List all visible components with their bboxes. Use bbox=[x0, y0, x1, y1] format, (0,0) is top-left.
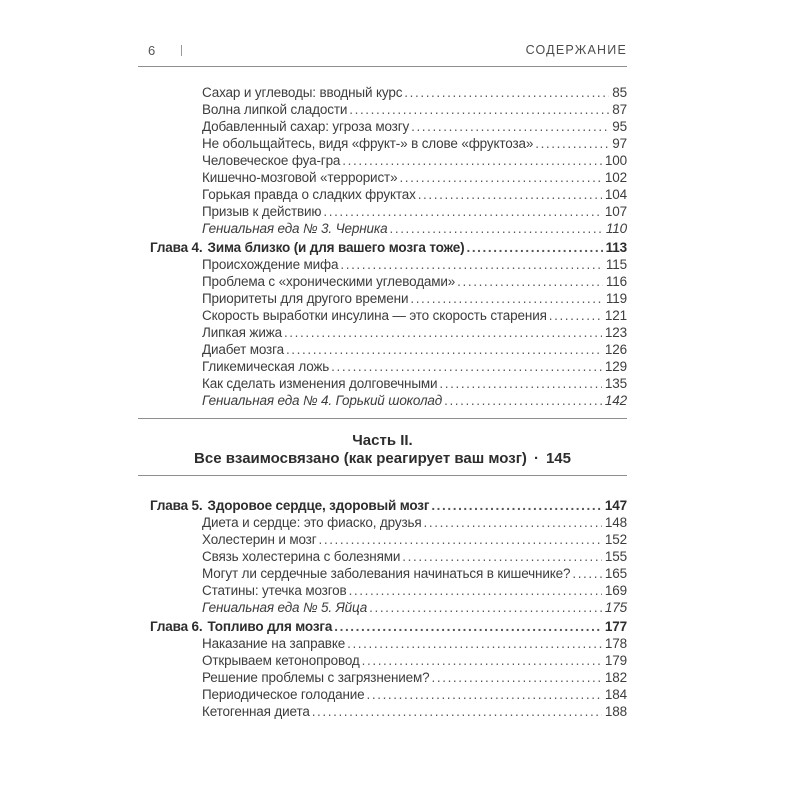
toc-entry-page-number: 110 bbox=[605, 221, 627, 236]
page-number: 6 bbox=[148, 42, 156, 58]
toc-entry bbox=[138, 324, 627, 341]
toc-entry bbox=[138, 101, 627, 118]
dot-leader bbox=[410, 290, 603, 307]
toc-entry-title: Статины: утечка мозгов bbox=[202, 583, 347, 598]
toc-entry bbox=[138, 669, 627, 686]
part-name-line bbox=[138, 450, 627, 468]
dot-leader bbox=[334, 618, 602, 635]
toc-entry bbox=[138, 392, 627, 409]
toc-entry-chapter-label: Глава 5. bbox=[150, 498, 203, 513]
toc-entry-title: Волна липкой сладости bbox=[202, 102, 348, 117]
dot-leader bbox=[444, 392, 602, 409]
toc-entry bbox=[138, 514, 627, 531]
toc-entry bbox=[138, 582, 627, 599]
dot-leader bbox=[286, 341, 602, 358]
toc-entry-title: Горькая правда о сладких фруктах bbox=[202, 187, 416, 202]
toc-entry-title: Кетогенная диета bbox=[202, 704, 310, 719]
toc-entry bbox=[138, 565, 627, 582]
toc-entry-title: Решение проблемы с загрязнением? bbox=[202, 670, 430, 685]
toc-entry bbox=[138, 635, 627, 652]
toc-entry-title: Не обольщайтесь, видя «фрукт-» в слове «фруктоза» bbox=[202, 136, 534, 151]
dot-leader bbox=[284, 324, 602, 341]
dot-leader bbox=[402, 548, 602, 565]
running-head-title: СОДЕРЖАНИЕ bbox=[525, 43, 627, 57]
toc-entry-title: Приоритеты для другого времени bbox=[202, 291, 409, 306]
toc-entry-title: Зима близко (и для вашего мозга тоже) bbox=[207, 240, 465, 255]
dot-leader bbox=[342, 152, 602, 169]
toc-entry-chapter-label: Глава 6. bbox=[150, 619, 203, 634]
toc-entry-title: Происхождение мифа bbox=[202, 257, 339, 272]
toc-entry-title: Могут ли сердечные заболевания начинаться в кишечнике? bbox=[202, 566, 571, 581]
dot-leader bbox=[424, 514, 602, 531]
toc-entry-page-number: 177 bbox=[604, 619, 627, 634]
toc-entry-title: Призыв к действию bbox=[202, 204, 322, 219]
toc-entry-page-number: 121 bbox=[604, 308, 627, 323]
dot-leader bbox=[369, 599, 602, 616]
toc-entry-page-number: 87 bbox=[612, 102, 627, 117]
dot-leader bbox=[319, 531, 602, 548]
toc-entry bbox=[138, 152, 627, 169]
dot-leader bbox=[347, 635, 602, 652]
toc-entry-title: Здоровое сердце, здоровый мозг bbox=[207, 498, 430, 513]
toc-entry-title: Гениальная еда № 3. Черника bbox=[202, 221, 388, 236]
toc-entry-page-number: 113 bbox=[605, 240, 627, 255]
dot-leader bbox=[323, 203, 602, 220]
dot-leader bbox=[572, 565, 602, 582]
dot-leader bbox=[349, 582, 602, 599]
toc-entry-title: Гениальная еда № 5. Яйца bbox=[202, 600, 368, 615]
toc-section-1 bbox=[138, 84, 627, 409]
toc-entry-page-number: 97 bbox=[612, 136, 627, 151]
toc-entry-page-number: 123 bbox=[604, 325, 627, 340]
dot-leader bbox=[466, 239, 602, 256]
toc-entry bbox=[138, 618, 627, 635]
part-title bbox=[138, 432, 627, 468]
table-of-contents bbox=[138, 84, 627, 720]
dot-leader bbox=[418, 186, 602, 203]
toc-entry-page-number: 107 bbox=[604, 204, 627, 219]
toc-entry-title: Диабет мозга bbox=[202, 342, 284, 357]
toc-entry-title: Кишечно-мозговой «террорист» bbox=[202, 170, 398, 185]
toc-entry-title: Наказание на заправке bbox=[202, 636, 346, 651]
header-separator-bar bbox=[181, 45, 182, 56]
toc-entry-page-number: 152 bbox=[604, 532, 627, 547]
dot-leader bbox=[439, 375, 602, 392]
toc-entry-title: Диета и сердце: это фиаско, друзья bbox=[202, 515, 422, 530]
toc-entry bbox=[138, 203, 627, 220]
dot-leader bbox=[431, 497, 602, 514]
toc-entry-page-number: 115 bbox=[605, 257, 627, 272]
toc-entry-title: Человеческое фуа-гра bbox=[202, 153, 341, 168]
toc-entry bbox=[138, 135, 627, 152]
dot-leader bbox=[549, 307, 602, 324]
dot-leader bbox=[362, 652, 602, 669]
dot-leader bbox=[367, 686, 602, 703]
toc-entry-page-number: 147 bbox=[604, 498, 627, 513]
toc-entry-title: Открываем кетонопровод bbox=[202, 653, 360, 668]
dot-leader bbox=[312, 703, 602, 720]
toc-entry-page-number: 85 bbox=[612, 85, 627, 100]
toc-section-2 bbox=[138, 497, 627, 720]
toc-entry-page-number: 129 bbox=[604, 359, 627, 374]
toc-entry bbox=[138, 290, 627, 307]
dot-leader bbox=[432, 669, 602, 686]
toc-entry-title: Липкая жижа bbox=[202, 325, 282, 340]
toc-entry bbox=[138, 531, 627, 548]
page-header bbox=[140, 42, 627, 58]
toc-entry-page-number: 102 bbox=[604, 170, 627, 185]
toc-entry-page-number: 184 bbox=[604, 687, 627, 702]
toc-entry-page-number: 178 bbox=[604, 636, 627, 651]
toc-entry-page-number: 100 bbox=[604, 153, 627, 168]
toc-entry bbox=[138, 652, 627, 669]
dot-leader bbox=[404, 84, 609, 101]
toc-entry bbox=[138, 686, 627, 703]
toc-entry-title: Скорость выработки инсулина — это скорость старения bbox=[202, 308, 547, 323]
toc-entry-page-number: 148 bbox=[604, 515, 627, 530]
toc-entry-page-number: 175 bbox=[604, 600, 627, 615]
dot-leader bbox=[411, 118, 609, 135]
toc-entry-page-number: 155 bbox=[604, 549, 627, 564]
toc-entry-title: Холестерин и мозг bbox=[202, 532, 317, 547]
toc-entry-page-number: 116 bbox=[605, 274, 627, 289]
toc-entry-title: Сахар и углеводы: вводный курс bbox=[202, 85, 403, 100]
toc-entry bbox=[138, 703, 627, 720]
toc-entry-page-number: 188 bbox=[604, 704, 627, 719]
toc-entry bbox=[138, 118, 627, 135]
toc-entry-title: Добавленный сахар: угроза мозгу bbox=[202, 119, 410, 134]
toc-entry bbox=[138, 497, 627, 514]
part-divider-rule-bottom bbox=[138, 475, 627, 476]
dot-leader bbox=[331, 358, 602, 375]
toc-entry-page-number: 126 bbox=[604, 342, 627, 357]
toc-entry bbox=[138, 256, 627, 273]
dot-leader bbox=[535, 135, 609, 152]
toc-entry bbox=[138, 599, 627, 616]
toc-entry-title: Связь холестерина с болезнями bbox=[202, 549, 401, 564]
header-rule bbox=[138, 66, 627, 67]
toc-entry-page-number: 135 bbox=[604, 376, 627, 391]
toc-entry-title: Периодическое голодание bbox=[202, 687, 365, 702]
toc-entry-title: Топливо для мозга bbox=[207, 619, 333, 634]
toc-entry-page-number: 169 bbox=[604, 583, 627, 598]
toc-entry bbox=[138, 169, 627, 186]
toc-entry-page-number: 179 bbox=[604, 653, 627, 668]
toc-entry-title: Гликемическая ложь bbox=[202, 359, 330, 374]
toc-entry bbox=[138, 84, 627, 101]
toc-entry-page-number: 119 bbox=[605, 291, 627, 306]
toc-entry-chapter-label: Глава 4. bbox=[150, 240, 203, 255]
toc-entry bbox=[138, 358, 627, 375]
toc-entry-page-number: 142 bbox=[604, 393, 627, 408]
part-page-number: 145 bbox=[545, 450, 571, 467]
dot-leader bbox=[399, 169, 601, 186]
part-page-separator: · bbox=[533, 450, 539, 467]
dot-leader bbox=[390, 220, 603, 237]
toc-entry bbox=[138, 341, 627, 358]
part-number-line: Часть II. bbox=[352, 432, 413, 449]
part-divider bbox=[138, 418, 627, 476]
toc-entry-title: Гениальная еда № 4. Горький шоколад bbox=[202, 393, 443, 408]
toc-entry-title: Проблема с «хроническими углеводами» bbox=[202, 274, 456, 289]
dot-leader bbox=[340, 256, 603, 273]
toc-entry-title: Как сделать изменения долговечными bbox=[202, 376, 438, 391]
toc-entry-page-number: 104 bbox=[604, 187, 627, 202]
toc-entry bbox=[138, 186, 627, 203]
toc-entry bbox=[138, 375, 627, 392]
part-divider-rule-top bbox=[138, 418, 627, 419]
dot-leader bbox=[457, 273, 603, 290]
part-name-text: Все взаимосвязано (как реагирует ваш мозг) bbox=[194, 450, 527, 467]
toc-entry bbox=[138, 548, 627, 565]
toc-entry-page-number: 165 bbox=[604, 566, 627, 581]
toc-entry bbox=[138, 307, 627, 324]
toc-entry-page-number: 182 bbox=[604, 670, 627, 685]
toc-entry-page-number: 95 bbox=[612, 119, 627, 134]
toc-entry bbox=[138, 239, 627, 256]
toc-entry bbox=[138, 273, 627, 290]
dot-leader bbox=[349, 101, 609, 118]
toc-entry bbox=[138, 220, 627, 237]
